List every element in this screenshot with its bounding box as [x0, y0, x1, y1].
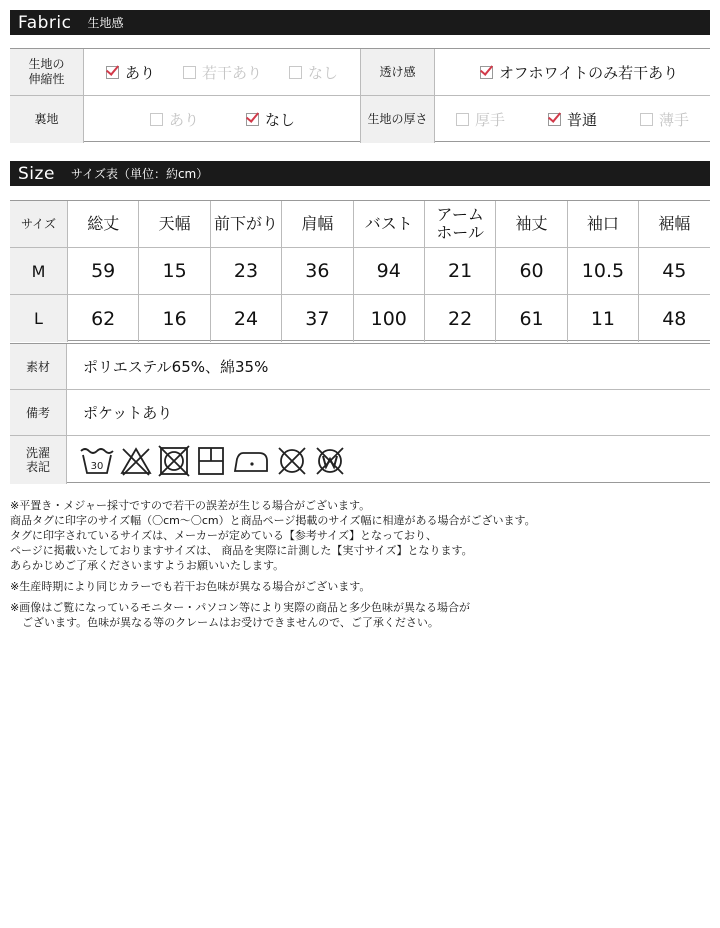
table-cell: 59 — [67, 248, 138, 294]
care-label: 洗濯 表記 — [10, 436, 67, 484]
thickness-option-normal: 普通 — [548, 96, 597, 143]
table-cell: 22 — [424, 295, 495, 342]
checkbox-empty-icon — [150, 113, 163, 126]
checkbox-checked-icon — [246, 113, 259, 126]
wash-30-icon — [79, 443, 115, 477]
stretch-option-yes: あり — [106, 49, 155, 95]
table-cell: 36 — [281, 248, 352, 294]
thickness-option-thin: 薄手 — [640, 96, 689, 143]
table-cell: 37 — [281, 295, 352, 342]
stretch-option-none: なし — [289, 49, 338, 95]
fabric-subtitle: 生地感 — [87, 16, 124, 30]
remarks-label: 備考 — [10, 390, 67, 435]
size-title: Size — [18, 163, 55, 184]
note-line: 商品タグに印字のサイズ幅（〇cm〜〇cm）と商品ページ掲載のサイズ幅に相違がある場合がございます。 — [10, 514, 536, 527]
size-label: M — [10, 248, 67, 294]
lining-label: 裏地 — [10, 96, 83, 143]
table-cell: 48 — [638, 295, 709, 342]
note-line: タグに印字されているサイズは、メーカーが定めている【参考サイズ】となっており、 — [10, 529, 438, 542]
size-subtitle: サイズ表（単位：約cm） — [70, 167, 209, 181]
fabric-table — [10, 48, 710, 142]
remarks-row — [10, 390, 710, 436]
note-line: ※画像はご覧になっているモニター・パソコン等により実際の商品と多少色味が異なる場合が — [10, 601, 470, 614]
column-header: 総丈 — [67, 201, 138, 247]
remarks-value: ポケットあり — [83, 404, 173, 422]
column-header: バスト — [353, 201, 424, 247]
sheer-label: 透け感 — [361, 49, 434, 95]
material-value: ポリエステル65%、綿35% — [83, 358, 269, 376]
checkbox-empty-icon — [183, 66, 196, 79]
no-wet-clean-icon — [313, 443, 347, 477]
table-cell: 11 — [567, 295, 638, 342]
checkbox-empty-icon — [640, 113, 653, 126]
size-header-bar — [10, 161, 710, 186]
lining-option-no: なし — [246, 96, 295, 143]
table-cell: 62 — [67, 295, 138, 342]
table-row — [10, 248, 710, 295]
table-cell: 10.5 — [567, 248, 638, 294]
checkbox-checked-icon — [480, 66, 493, 79]
table-cell: 16 — [138, 295, 209, 342]
column-header: 肩幅 — [281, 201, 352, 247]
size-label: L — [10, 295, 67, 342]
table-cell: 100 — [353, 295, 424, 342]
fabric-title: Fabric — [18, 12, 72, 33]
table-row — [10, 295, 710, 342]
column-header: 天幅 — [138, 201, 209, 247]
table-cell: 60 — [495, 248, 566, 294]
info-table — [10, 343, 710, 483]
fabric-header-bar — [10, 10, 710, 35]
table-cell: 15 — [138, 248, 209, 294]
care-row — [10, 436, 710, 484]
checkbox-checked-icon — [548, 113, 561, 126]
column-header: 裾幅 — [638, 201, 709, 247]
checkbox-checked-icon — [106, 66, 119, 79]
material-label: 素材 — [10, 344, 67, 389]
checkbox-empty-icon — [289, 66, 302, 79]
note-line: あらかじめご了承くださいますようお願いいたします。 — [10, 559, 285, 572]
table-cell: 94 — [353, 248, 424, 294]
stretch-option-slight: 若干あり — [183, 49, 262, 95]
note-line: ※生産時期により同じカラーでも若干お色味が異なる場合がございます。 — [10, 580, 371, 593]
column-header: 袖口 — [567, 201, 638, 247]
table-cell: 61 — [495, 295, 566, 342]
care-symbols — [67, 436, 347, 484]
note-line: ございます。色味が異なる等のクレームはお受けできませんので、ご了承ください。 — [22, 616, 439, 629]
table-cell: 23 — [210, 248, 281, 294]
table-cell: 45 — [638, 248, 709, 294]
size-header-row — [10, 201, 710, 248]
note-line: ページに掲載いたしておりますサイズは、 商品を実際に計測した【実寸サイズ】となります。 — [10, 544, 473, 557]
size-header-label: サイズ — [10, 201, 67, 247]
size-table — [10, 200, 710, 341]
column-header: アーム ホール — [424, 201, 495, 247]
column-header: 前下がり — [210, 201, 281, 247]
thickness-label: 生地の厚さ — [361, 96, 434, 143]
hang-dry-icon — [195, 443, 227, 477]
notes — [10, 498, 710, 630]
thickness-option-thick: 厚手 — [456, 96, 505, 143]
lining-option-yes: あり — [150, 96, 199, 143]
svg-text:30: 30 — [90, 461, 104, 472]
stretch-label: 生地の 伸縮性 — [10, 49, 83, 95]
sheer-option: オフホワイトのみ若干あり — [480, 49, 678, 95]
table-cell: 21 — [424, 248, 495, 294]
checkbox-empty-icon — [456, 113, 469, 126]
column-header: 袖丈 — [495, 201, 566, 247]
no-tumble-dry-icon — [157, 443, 191, 477]
no-bleach-icon — [119, 443, 153, 477]
material-row — [10, 344, 710, 390]
note-line: ※平置き・メジャー採寸ですので若干の誤差が生じる場合がございます。 — [10, 499, 371, 512]
iron-low-icon — [231, 443, 271, 477]
table-cell: 24 — [210, 295, 281, 342]
no-dry-clean-icon — [275, 443, 309, 477]
